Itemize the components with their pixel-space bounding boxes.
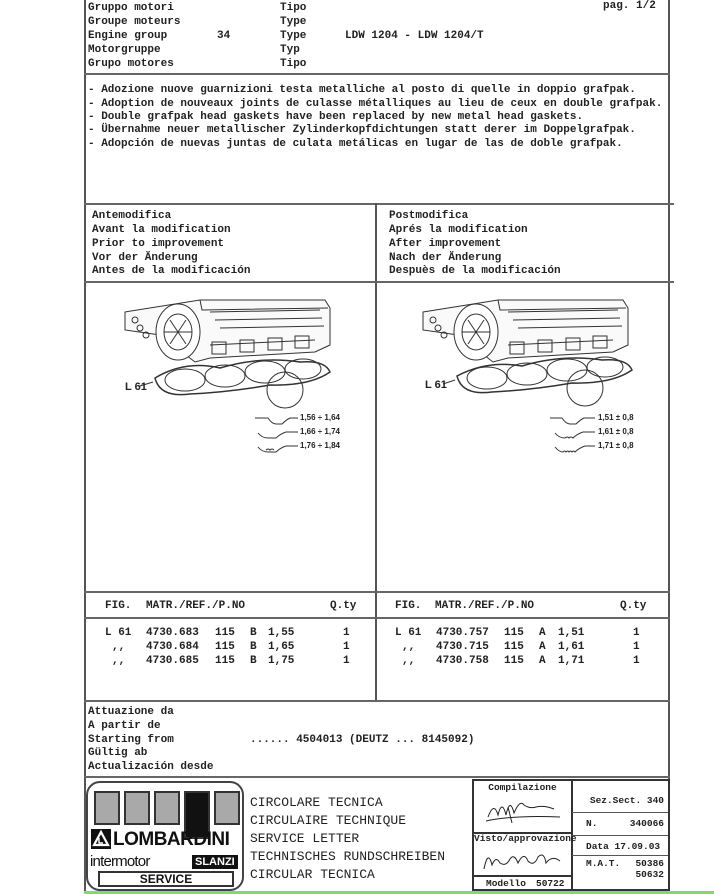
divider xyxy=(572,812,668,813)
signature-box xyxy=(472,779,577,891)
divider xyxy=(84,203,674,205)
row-grade: B xyxy=(250,655,257,667)
thickness-label: 1,51 ± 0,8 xyxy=(598,413,634,422)
divider xyxy=(84,591,670,593)
compilation-label: Compilazione xyxy=(488,782,557,793)
after-heading-es: Despuès de la modificación xyxy=(389,265,561,277)
row-qty: 1 xyxy=(633,627,640,639)
before-heading-fr: Avant la modification xyxy=(92,224,231,236)
after-heading-it: Postmodifica xyxy=(389,210,469,222)
row-grade: A xyxy=(539,655,546,667)
after-heading-en: After improvement xyxy=(389,238,502,250)
brand-name: LOMBARDINI xyxy=(113,829,230,850)
description-es: - Adopción de nuevas juntas de culata metálicas en lugar de las de doble grafpak. xyxy=(88,138,623,150)
divider xyxy=(474,875,571,877)
row-qty: 1 xyxy=(343,627,350,639)
title-it: CIRCOLARE TECNICA xyxy=(250,795,383,810)
title-de: TECHNISCHES RUNDSCHREIBEN xyxy=(250,849,446,864)
row-fig: ,, xyxy=(402,655,416,667)
row-qty: 1 xyxy=(343,641,350,653)
before-heading-it: Antemodifica xyxy=(92,210,172,222)
lombardini-emblem-icon xyxy=(91,829,111,849)
row-qty: 1 xyxy=(633,641,640,653)
row-code: 115 xyxy=(215,641,235,653)
approval-label: Visto/approvazione xyxy=(474,833,577,844)
row-fig: ,, xyxy=(112,641,126,653)
figure-ref-label: L 61 xyxy=(425,379,447,391)
type-label-es: Tipo xyxy=(280,58,307,70)
row-part: 4730.758 xyxy=(436,655,489,667)
row-part: 4730.683 xyxy=(146,627,199,639)
group-label-fr: Groupe moteurs xyxy=(88,16,181,28)
compilation-signature-icon xyxy=(484,793,564,825)
sub-brand-name: intermotor xyxy=(90,853,150,870)
row-code: 115 xyxy=(504,641,524,653)
row-code: 115 xyxy=(504,655,524,667)
row-part: 4730.757 xyxy=(436,627,489,639)
row-thickness: 1,55 xyxy=(268,627,295,639)
before-heading-de: Vor der Änderung xyxy=(92,252,198,264)
thickness-label: 1,56 ÷ 1,64 xyxy=(300,413,340,422)
model-label: Modello xyxy=(486,878,526,889)
service-label: SERVICE xyxy=(98,871,234,887)
row-thickness: 1,71 xyxy=(558,655,585,667)
divider xyxy=(84,776,670,778)
after-heading-de: Nach der Änderung xyxy=(389,252,502,264)
row-grade: A xyxy=(539,627,546,639)
thickness-label: 1,61 ± 0,8 xyxy=(598,427,634,436)
effective-label-it: Attuazione da xyxy=(88,706,174,718)
serial-range-value: ...... 4504013 (DEUTZ ... 8145092) xyxy=(250,734,475,746)
row-grade: B xyxy=(250,641,257,653)
divider xyxy=(84,617,670,619)
after-heading-fr: Aprés la modification xyxy=(389,224,528,236)
group-label-es: Grupo motores xyxy=(88,58,174,70)
type-label-fr: Type xyxy=(280,16,307,28)
cylinder-head-illustration xyxy=(90,290,370,470)
type-label-en: Type xyxy=(280,30,307,42)
row-part: 4730.715 xyxy=(436,641,489,653)
figure-ref-label: L 61 xyxy=(125,381,147,393)
row-thickness: 1,61 xyxy=(558,641,585,653)
partner-name: SLANZI xyxy=(192,855,238,869)
row-thickness: 1,51 xyxy=(558,627,585,639)
after-gasket-drawing xyxy=(395,290,675,470)
row-qty: 1 xyxy=(343,655,350,667)
engine-type-value: LDW 1204 - LDW 1204/T xyxy=(345,30,484,42)
row-thickness: 1,75 xyxy=(268,655,295,667)
row-thickness: 1,65 xyxy=(268,641,295,653)
reference-box xyxy=(572,779,670,891)
column-header-part: MATR./REF./P.NO xyxy=(435,600,535,612)
row-grade: B xyxy=(250,627,257,639)
mat-label: M.A.T. xyxy=(586,858,621,869)
effective-label-es: Actualización desde xyxy=(88,761,214,773)
effective-label-en: Starting from xyxy=(88,734,174,746)
divider xyxy=(572,855,668,856)
logo-swatch xyxy=(94,791,120,825)
circular-number: 340066 xyxy=(629,818,664,829)
thickness-label: 1,76 ÷ 1,84 xyxy=(300,441,340,450)
row-grade: A xyxy=(539,641,546,653)
mat-value: 50386 xyxy=(635,858,664,869)
description-fr: - Adoption de nouveaux joints de culasse métalliques au lieu de ceux en double grafpak. xyxy=(88,98,663,110)
column-header-part: MATR./REF./P.NO xyxy=(146,600,246,612)
thickness-label: 1,71 ± 0,8 xyxy=(598,441,634,450)
engine-group-value: 34 xyxy=(217,30,231,42)
title-es: CIRCULAR TECNICA xyxy=(250,867,375,882)
approval-signature-icon xyxy=(480,845,566,875)
description-it: - Adozione nuove guarnizioni testa metalliche al posto di quelle in doppio grafpak. xyxy=(88,84,636,96)
column-header-fig: FIG. xyxy=(105,600,132,612)
section-number: Sez.Sect. 340 xyxy=(589,795,664,806)
row-fig: L 61 xyxy=(395,627,422,639)
model-value: 50722 xyxy=(536,878,565,889)
before-gasket-drawing xyxy=(90,290,370,470)
issue-date: Data 17.09.03 xyxy=(586,841,661,852)
cylinder-head-illustration xyxy=(395,290,675,470)
mat-value: 50632 xyxy=(635,869,664,880)
group-label-de: Motorgruppe xyxy=(88,44,161,56)
title-en: SERVICE LETTER xyxy=(250,831,360,846)
before-heading-en: Prior to improvement xyxy=(92,238,225,250)
divider xyxy=(84,73,670,75)
column-header-fig: FIG. xyxy=(395,600,422,612)
group-label-it: Gruppo motori xyxy=(88,2,174,14)
logo-swatch xyxy=(214,791,240,825)
number-label: N. xyxy=(586,818,598,829)
group-label-en: Engine group xyxy=(88,30,168,42)
row-part: 4730.685 xyxy=(146,655,199,667)
row-fig: L 61 xyxy=(105,627,132,639)
column-divider xyxy=(375,203,377,700)
divider xyxy=(84,281,674,283)
before-heading-es: Antes de la modificación xyxy=(92,265,251,277)
description-de: - Übernahme neuer metallischer Zylinderkopfdichtungen statt derer im Doppelgrafpak. xyxy=(88,124,636,136)
lombardini-logo xyxy=(86,781,244,891)
row-code: 115 xyxy=(504,627,524,639)
thickness-label: 1,66 ÷ 1,74 xyxy=(300,427,340,436)
page-number: pag. 1/2 xyxy=(603,0,656,12)
logo-swatch xyxy=(154,791,180,825)
row-qty: 1 xyxy=(633,655,640,667)
row-code: 115 xyxy=(215,655,235,667)
row-part: 4730.684 xyxy=(146,641,199,653)
divider xyxy=(84,700,670,702)
column-header-qty: Q.ty xyxy=(330,600,357,612)
row-code: 115 xyxy=(215,627,235,639)
type-label-de: Typ xyxy=(280,44,300,56)
column-header-qty: Q.ty xyxy=(620,600,647,612)
effective-label-de: Gültig ab xyxy=(88,747,148,759)
row-fig: ,, xyxy=(112,655,126,667)
row-fig: ,, xyxy=(402,641,416,653)
logo-swatch xyxy=(124,791,150,825)
description-en: - Double grafpak head gaskets have been replaced by new metal head gaskets. xyxy=(88,111,584,123)
effective-label-fr: A partir de xyxy=(88,720,161,732)
type-label-it: Tipo xyxy=(280,2,307,14)
divider xyxy=(572,835,668,836)
title-fr: CIRCULAIRE TECHNIQUE xyxy=(250,813,407,828)
